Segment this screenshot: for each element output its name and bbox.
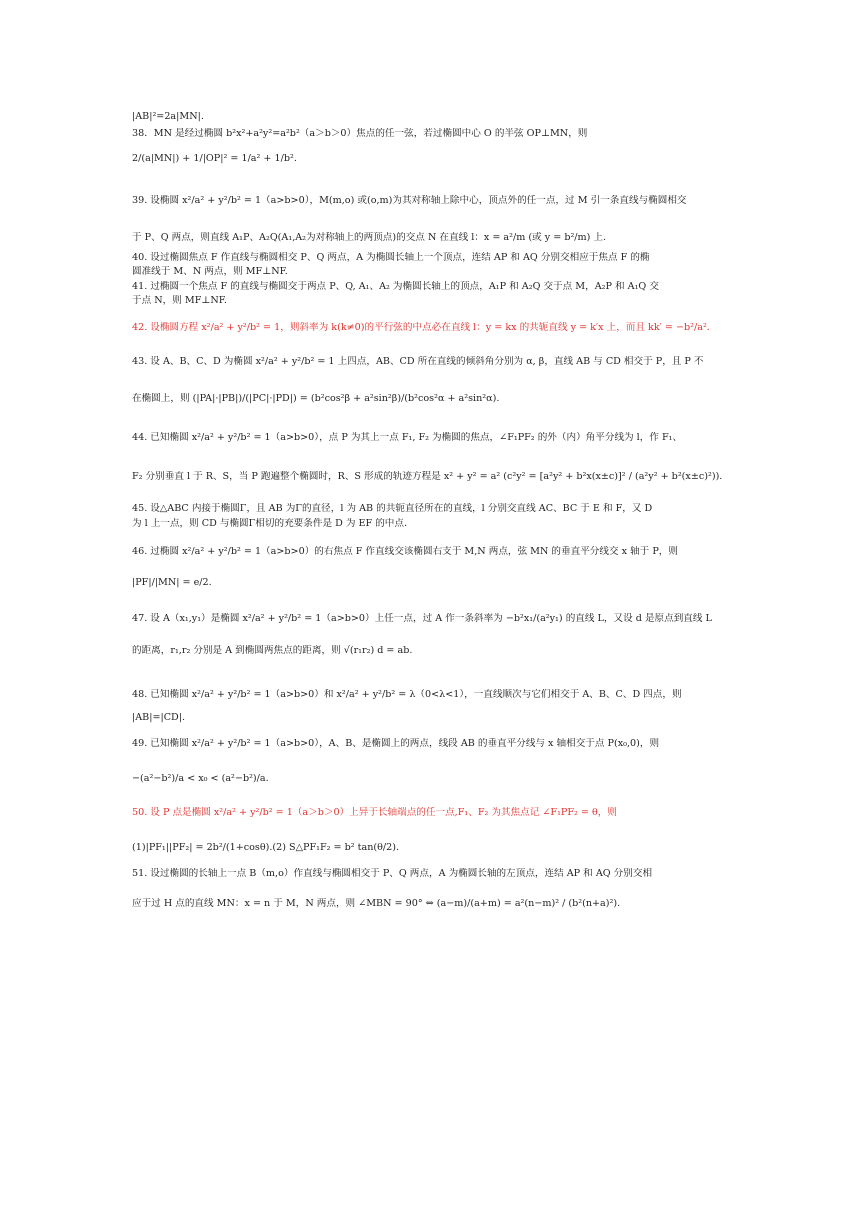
text-line-item-51: 51. 设过椭圆的长轴上一点 B（m,o）作直线与椭圆相交于 P、Q 两点，A 为椭圆长轴的左顶点，连结 AP 和 AQ 分别交相	[132, 868, 653, 879]
text-line-item-40-cont: 圆准线于 M、N 两点，则 MF⊥NF.	[132, 266, 288, 277]
text-line-item-49: 49. 已知椭圆 x²/a² + y²/b² = 1（a>b>0），A、B、是椭圆上的两点，线段 AB 的垂直平分线与 x 轴相交于点 P(x₀,0)，则	[132, 738, 660, 749]
formula-line-item-43: 在椭圆上，则 (|PA|·|PB|)/(|PC|·|PD|) = (b²cos²β + a²sin²β)/(b²cos²α + a²sin²α).	[132, 393, 500, 404]
text-line-item-38: 38．MN 是经过椭圆 b²x²+a²y²=a²b²（a＞b＞0）焦点的任一弦，若过椭圆中心 O 的半弦 OP⊥MN，则	[132, 128, 588, 139]
text-line-item-42: 42. 设椭圆方程 x²/a² + y²/b² = 1，则斜率为 k(k≠0)的平行弦的中点必在直线 l：y = kx 的共轭直线 y = k′x 上，而且 kk′ = −b²/a².	[132, 322, 710, 333]
text-line-item-51-cont: 应于过 H 点的直线 MN：x = n 于 M，N 两点，则 ∠MBN = 90° ⇔ (a−m)/(a+m) = a²(n−m)² / (b²(n+a)²).	[132, 898, 621, 909]
text-line-item-50: 50. 设 P 点是椭圆 x²/a² + y²/b² = 1（a＞b＞0）上异于长轴端点的任一点,F₁、F₂ 为其焦点记 ∠F₁PF₂ = θ，则	[132, 807, 617, 818]
text-line-item-39: 39. 设椭圆 x²/a² + y²/b² = 1（a>b>0），M(m,o) 或(o,m)为其对称轴上除中心，顶点外的任一点，过 M 引一条直线与椭圆相交	[132, 195, 687, 206]
text-line-item-40: 40. 设过椭圆焦点 F 作直线与椭圆相交 P、Q 两点，A 为椭圆长轴上一个顶点，连结 AP 和 AQ 分别交相应于焦点 F 的椭	[132, 252, 650, 263]
text-line-item-43: 43. 设 A、B、C、D 为椭圆 x²/a² + y²/b² = 1 上四点，AB、CD 所在直线的倾斜角分别为 α, β，直线 AB 与 CD 相交于 P，且 P 不	[132, 356, 704, 367]
text-line-item-41: 41. 过椭圆一个焦点 F 的直线与椭圆交于两点 P、Q, A₁、A₂ 为椭圆长轴上的顶点，A₁P 和 A₂Q 交于点 M，A₂P 和 A₁Q 交	[132, 281, 659, 292]
text-line-item-48-cont: |AB|=|CD|.	[132, 712, 186, 723]
text-line-item-44-cont: F₂ 分别垂直 l 于 R、S，当 P 跑遍整个椭圆时，R、S 形成的轨迹方程是 x² + y² = a² (c²y² = [a²y² + b²x(x±c)]² / (a²y² + b²(x±c)²)).	[132, 471, 723, 482]
text-line-item-47-cont: 的距离，r₁,r₂ 分别是 A 到椭圆两焦点的距离，则 √(r₁r₂) d = ab.	[132, 645, 413, 656]
formula-line-item-50: (1)|PF₁||PF₂| = 2b²/(1+cosθ).(2) S△PF₁F₂ = b² tan(θ/2).	[132, 842, 400, 853]
text-line-item-45-cont: 为 l 上一点，则 CD 与椭圆Γ相切的充要条件是 D 为 EF 的中点.	[132, 518, 408, 529]
formula-line-item-49: −(a²−b²)/a < x₀ < (a²−b²)/a.	[132, 773, 269, 784]
text-line-item-41-cont: 于点 N，则 MF⊥NF.	[132, 295, 227, 306]
text-line-result-37: |AB|²=2a|MN|.	[132, 111, 204, 122]
formula-line-item-38: 2/(a|MN|) + 1/|OP|² = 1/a² + 1/b².	[132, 153, 297, 164]
text-line-item-47: 47. 设 A（x₁,y₁）是椭圆 x²/a² + y²/b² = 1（a>b>0）上任一点，过 A 作一条斜率为 −b²x₁/(a²y₁) 的直线 L，又设 d 是原点到直线 L	[132, 613, 712, 624]
text-line-item-48: 48. 已知椭圆 x²/a² + y²/b² = 1（a>b>0）和 x²/a² + y²/b² = λ（0<λ<1），一直线顺次与它们相交于 A、B、C、D 四点，则	[132, 689, 682, 700]
text-line-item-45: 45. 设△ABC 内接于椭圆Γ，且 AB 为Γ的直径，l 为 AB 的共轭直径所在的直线，l 分别交直线 AC、BC 于 E 和 F，又 D	[132, 503, 653, 514]
formula-line-item-46: |PF|/|MN| = e/2.	[132, 577, 212, 588]
text-line-item-44: 44. 已知椭圆 x²/a² + y²/b² = 1（a>b>0），点 P 为其上一点 F₁, F₂ 为椭圆的焦点，∠F₁PF₂ 的外（内）角平分线为 l，作 F₁、	[132, 432, 683, 443]
text-line-item-39-cont: 于 P、Q 两点，则直线 A₁P、A₂Q(A₁,A₂为对称轴上的两顶点)的交点 N 在直线 l：x = a²/m (或 y = b²/m) 上.	[132, 232, 607, 243]
text-line-item-46: 46. 过椭圆 x²/a² + y²/b² = 1（a>b>0）的右焦点 F 作直线交该椭圆右支于 M,N 两点，弦 MN 的垂直平分线交 x 轴于 P，则	[132, 546, 678, 557]
